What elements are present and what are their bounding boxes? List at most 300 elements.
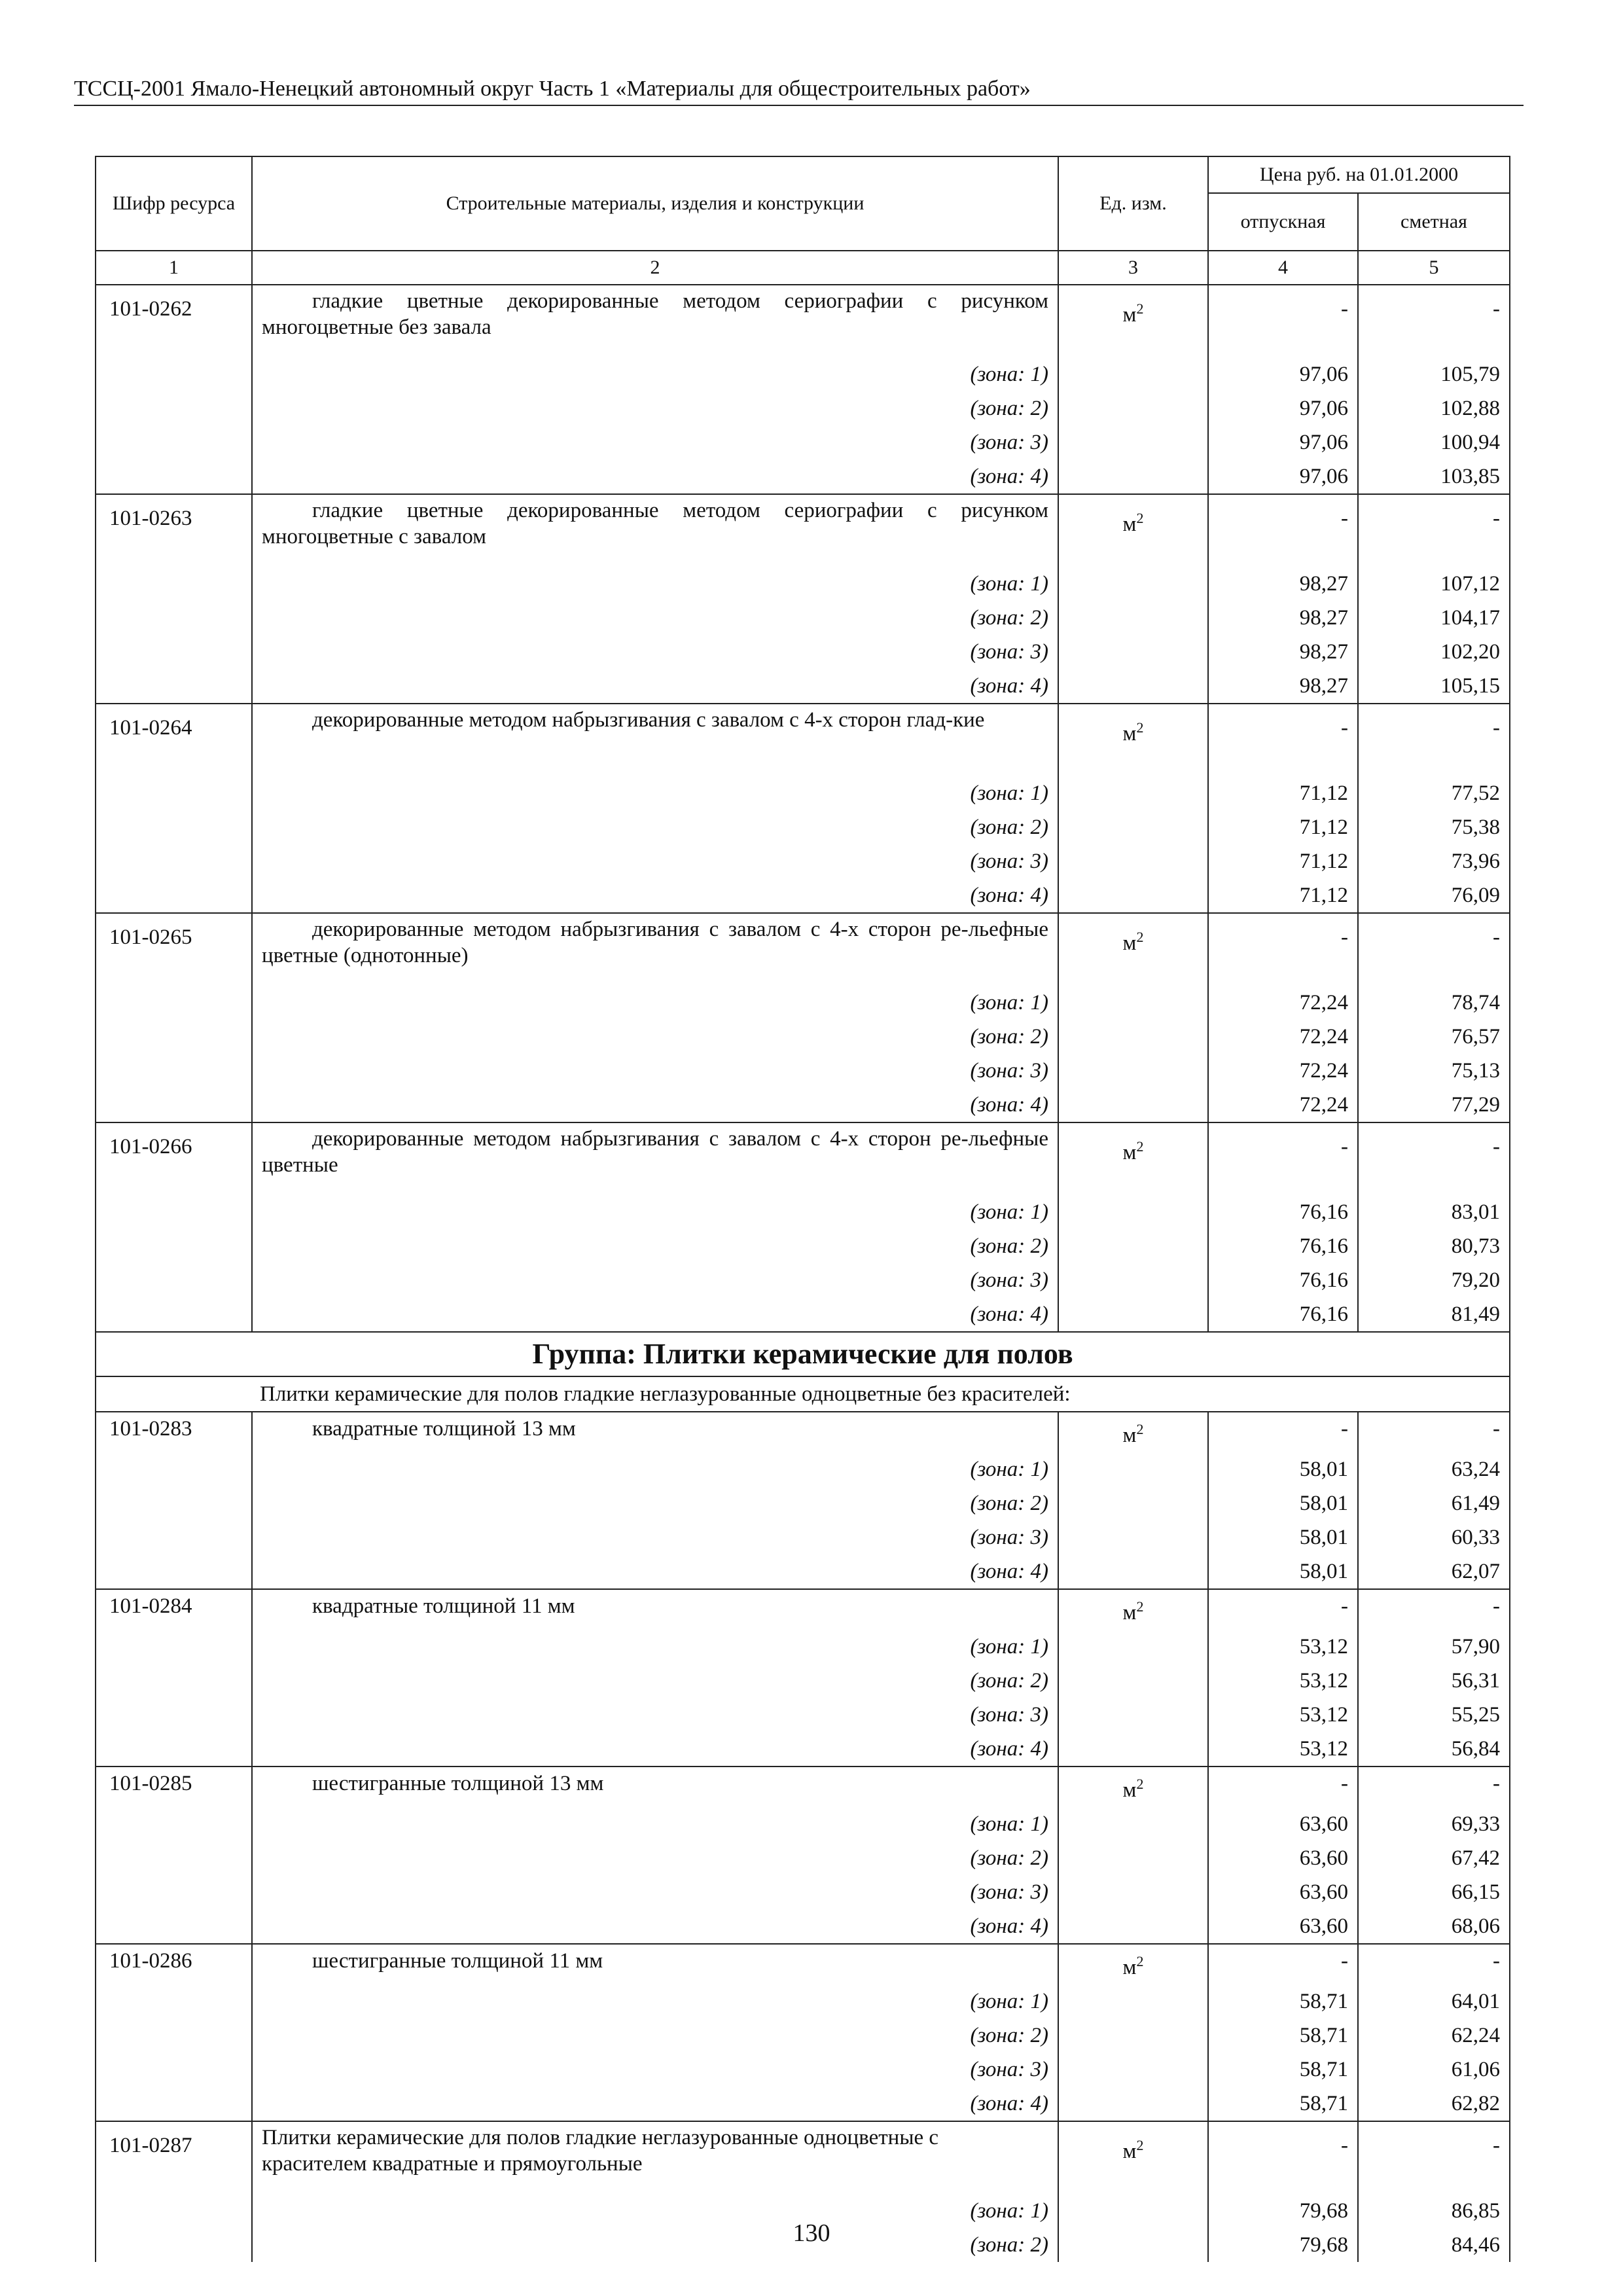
unit-of-measure [1058, 1944, 1208, 1984]
zone-estimate-price: 104,17 [1358, 601, 1510, 635]
zone-label: (зона: 2) [252, 2018, 1058, 2053]
zone-label: (зона: 2) [252, 2228, 1058, 2262]
zone-release-price: 63,60 [1208, 1807, 1358, 1841]
empty-cell [96, 1875, 252, 1909]
zone-label: (зона: 3) [252, 1875, 1058, 1909]
zone-release-price: 76,16 [1208, 1195, 1358, 1229]
zone-label: (зона: 1) [252, 1195, 1058, 1229]
resource-code: 101-0265 [96, 913, 252, 986]
zone-label: (зона: 4) [252, 459, 1058, 494]
estimate-price: - [1358, 1767, 1510, 1807]
empty-cell [96, 1020, 252, 1054]
unit-exponent: 2 [1136, 1776, 1144, 1792]
empty-cell [96, 986, 252, 1020]
material-name: квадратные толщиной 13 мм [252, 1412, 1058, 1452]
material-name [252, 494, 1058, 567]
empty-cell [1058, 1984, 1208, 2018]
estimate-price: - [1358, 1122, 1510, 1195]
empty-cell [1058, 1020, 1208, 1054]
zone-estimate-price: 105,15 [1358, 669, 1510, 704]
zone-row [96, 1984, 1510, 2018]
zone-row [96, 878, 1510, 913]
zone-row [96, 776, 1510, 810]
col-header-estimate: сметная [1358, 193, 1510, 251]
table-row [96, 1122, 1510, 1195]
zone-estimate-price: 66,15 [1358, 1875, 1510, 1909]
material-name-text: гладкие цветные декорированные методом сериографии с рисунком многоцветные без завала [262, 289, 1048, 339]
zone-release-price: 53,12 [1208, 1732, 1358, 1767]
page-header: ТССЦ-2001 Ямало-Ненецкий автономный округ Часть 1 «Материалы для общестроительных работ» [74, 73, 1524, 106]
zone-row [96, 1263, 1510, 1297]
zone-label: (зона: 4) [252, 878, 1058, 913]
zone-estimate-price: 64,01 [1358, 1984, 1510, 2018]
empty-cell [96, 776, 252, 810]
empty-cell [1058, 425, 1208, 459]
empty-cell [1058, 986, 1208, 1020]
unit-base: м [1122, 1956, 1137, 1979]
zone-row [96, 567, 1510, 601]
zone-release-price: 53,12 [1208, 1698, 1358, 1732]
zone-release-price: 71,12 [1208, 878, 1358, 913]
zone-row [96, 2053, 1510, 2087]
zone-label: (зона: 4) [252, 1732, 1058, 1767]
unit-base: м [1122, 1778, 1137, 1802]
empty-cell [1058, 810, 1208, 844]
zone-estimate-price: 105,79 [1358, 357, 1510, 391]
zone-row [96, 1909, 1510, 1944]
zone-release-price: 79,68 [1208, 2194, 1358, 2228]
empty-cell [96, 1486, 252, 1520]
col-number: 2 [252, 251, 1058, 285]
release-price: - [1208, 494, 1358, 567]
empty-cell [96, 1088, 252, 1122]
zone-label: (зона: 1) [252, 1630, 1058, 1664]
table-body [96, 285, 1510, 2262]
empty-cell [1058, 635, 1208, 669]
zone-row [96, 1807, 1510, 1841]
unit-of-measure [1058, 1767, 1208, 1807]
zone-release-price: 72,24 [1208, 1020, 1358, 1054]
empty-cell [96, 2087, 252, 2121]
zone-release-price: 98,27 [1208, 601, 1358, 635]
zone-label: (зона: 2) [252, 1841, 1058, 1875]
zone-estimate-price: 62,24 [1358, 2018, 1510, 2053]
zone-label: (зона: 1) [252, 357, 1058, 391]
zone-release-price: 76,16 [1208, 1263, 1358, 1297]
material-name: Плитки керамические для полов гладкие неглазурованные одноцветные с красителем квадратные и прямоугольные [252, 2121, 1058, 2194]
zone-label: (зона: 3) [252, 635, 1058, 669]
empty-cell [96, 1452, 252, 1486]
release-price: - [1208, 1767, 1358, 1807]
zone-label: (зона: 1) [252, 567, 1058, 601]
material-name-text: декорированные методом набрызгивания с завалом с 4-х сторон глад-кие [312, 708, 985, 732]
zone-estimate-price: 107,12 [1358, 567, 1510, 601]
empty-cell [96, 1664, 252, 1698]
zone-release-price: 71,12 [1208, 810, 1358, 844]
zone-estimate-price: 60,33 [1358, 1520, 1510, 1554]
empty-cell [1058, 2087, 1208, 2121]
zone-release-price: 72,24 [1208, 1088, 1358, 1122]
col-header-code: Шифр ресурса [96, 156, 252, 251]
zone-estimate-price: 77,29 [1358, 1088, 1510, 1122]
zone-row [96, 1732, 1510, 1767]
material-name-text: декорированные методом набрызгивания с завалом с 4-х сторон ре-льефные цветные [262, 1127, 1048, 1177]
empty-cell [96, 391, 252, 425]
unit-base: м [1122, 1601, 1137, 1624]
empty-cell [1058, 844, 1208, 878]
empty-cell [1058, 1520, 1208, 1554]
zone-release-price: 71,12 [1208, 776, 1358, 810]
unit-exponent: 2 [1136, 1598, 1144, 1615]
zone-row [96, 1020, 1510, 1054]
empty-cell [1058, 601, 1208, 635]
empty-cell [96, 635, 252, 669]
empty-cell [96, 1520, 252, 1554]
resource-code: 101-0263 [96, 494, 252, 567]
empty-cell [1058, 878, 1208, 913]
empty-cell [1058, 1841, 1208, 1875]
empty-cell [96, 1732, 252, 1767]
zone-release-price: 58,71 [1208, 2087, 1358, 2121]
zone-label: (зона: 4) [252, 1909, 1058, 1944]
zone-release-price: 58,71 [1208, 1984, 1358, 2018]
zone-label: (зона: 3) [252, 1263, 1058, 1297]
empty-cell [1058, 567, 1208, 601]
material-name [252, 704, 1058, 776]
table-row [96, 1944, 1510, 1984]
unit-exponent: 2 [1136, 1421, 1144, 1437]
zone-release-price: 58,01 [1208, 1452, 1358, 1486]
zone-row [96, 986, 1510, 1020]
col-header-name: Строительные материалы, изделия и конструкции [252, 156, 1058, 251]
empty-cell [1058, 1732, 1208, 1767]
zone-label: (зона: 4) [252, 1554, 1058, 1589]
zone-release-price: 63,60 [1208, 1841, 1358, 1875]
unit-base: м [1122, 931, 1137, 955]
empty-cell [1058, 1486, 1208, 1520]
zone-release-price: 76,16 [1208, 1229, 1358, 1263]
empty-cell [1058, 1054, 1208, 1088]
zone-release-price: 58,01 [1208, 1486, 1358, 1520]
zone-label: (зона: 2) [252, 1229, 1058, 1263]
zone-row [96, 425, 1510, 459]
resource-code: 101-0285 [96, 1767, 252, 1807]
empty-cell [96, 1554, 252, 1589]
release-price: - [1208, 1412, 1358, 1452]
zone-row [96, 357, 1510, 391]
col-header-price-group: Цена руб. на 01.01.2000 [1208, 156, 1510, 193]
col-number: 4 [1208, 251, 1358, 285]
zone-label: (зона: 1) [252, 1984, 1058, 2018]
unit-of-measure [1058, 913, 1208, 986]
zone-row [96, 669, 1510, 704]
zone-label: (зона: 3) [252, 1698, 1058, 1732]
zone-estimate-price: 61,49 [1358, 1486, 1510, 1520]
empty-cell [96, 669, 252, 704]
zone-row [96, 1554, 1510, 1589]
empty-cell [96, 1698, 252, 1732]
release-price: - [1208, 704, 1358, 776]
zone-estimate-price: 56,84 [1358, 1732, 1510, 1767]
unit-exponent: 2 [1136, 719, 1144, 736]
zone-estimate-price: 78,74 [1358, 986, 1510, 1020]
zone-estimate-price: 76,57 [1358, 1020, 1510, 1054]
material-name: шестигранные толщиной 13 мм [252, 1767, 1058, 1807]
empty-cell [96, 425, 252, 459]
zone-estimate-price: 68,06 [1358, 1909, 1510, 1944]
table-row [96, 494, 1510, 567]
col-header-release: отпускная [1208, 193, 1358, 251]
zone-release-price: 79,68 [1208, 2228, 1358, 2262]
release-price: - [1208, 913, 1358, 986]
table-row [96, 1589, 1510, 1630]
resource-code: 101-0262 [96, 285, 252, 357]
unit-exponent: 2 [1136, 1138, 1144, 1155]
material-name [252, 1122, 1058, 1195]
unit-exponent: 2 [1136, 929, 1144, 945]
estimate-price: - [1358, 1944, 1510, 1984]
zone-release-price: 76,16 [1208, 1297, 1358, 1332]
zone-estimate-price: 100,94 [1358, 425, 1510, 459]
estimate-price: - [1358, 2121, 1510, 2194]
zone-estimate-price: 75,38 [1358, 810, 1510, 844]
estimate-price: - [1358, 913, 1510, 986]
zone-estimate-price: 75,13 [1358, 1054, 1510, 1088]
empty-cell [96, 459, 252, 494]
zone-row [96, 1698, 1510, 1732]
zone-label: (зона: 1) [252, 1452, 1058, 1486]
unit-of-measure [1058, 1412, 1208, 1452]
zone-estimate-price: 73,96 [1358, 844, 1510, 878]
empty-cell [1058, 1698, 1208, 1732]
zone-row [96, 1486, 1510, 1520]
zone-label: (зона: 3) [252, 2053, 1058, 2087]
zone-estimate-price: 79,20 [1358, 1263, 1510, 1297]
zone-release-price: 97,06 [1208, 391, 1358, 425]
empty-cell [1058, 459, 1208, 494]
zone-release-price: 58,01 [1208, 1554, 1358, 1589]
zone-estimate-price: 61,06 [1358, 2053, 1510, 2087]
empty-cell [1058, 1297, 1208, 1332]
release-price: - [1208, 285, 1358, 357]
empty-cell [96, 1263, 252, 1297]
zone-estimate-price: 62,07 [1358, 1554, 1510, 1589]
zone-release-price: 63,60 [1208, 1909, 1358, 1944]
resource-code: 101-0284 [96, 1589, 252, 1630]
empty-cell [1058, 391, 1208, 425]
zone-release-price: 97,06 [1208, 425, 1358, 459]
zone-estimate-price: 62,82 [1358, 2087, 1510, 2121]
release-price: - [1208, 1589, 1358, 1630]
material-name [252, 285, 1058, 357]
unit-base: м [1122, 303, 1137, 327]
empty-cell [1058, 1664, 1208, 1698]
zone-row [96, 1664, 1510, 1698]
unit-exponent: 2 [1136, 510, 1144, 526]
zone-estimate-price: 81,49 [1358, 1297, 1510, 1332]
unit-of-measure [1058, 1122, 1208, 1195]
zone-label: (зона: 3) [252, 1054, 1058, 1088]
zone-label: (зона: 2) [252, 391, 1058, 425]
resource-code: 101-0287 [96, 2121, 252, 2194]
empty-cell [96, 1195, 252, 1229]
zone-row [96, 459, 1510, 494]
zone-row [96, 1054, 1510, 1088]
unit-of-measure [1058, 285, 1208, 357]
zone-row [96, 601, 1510, 635]
empty-cell [1058, 1229, 1208, 1263]
unit-base: м [1122, 722, 1137, 745]
zone-estimate-price: 57,90 [1358, 1630, 1510, 1664]
zone-row [96, 2087, 1510, 2121]
zone-label: (зона: 1) [252, 986, 1058, 1020]
empty-cell [96, 844, 252, 878]
empty-cell [96, 1841, 252, 1875]
empty-cell [1058, 669, 1208, 704]
col-number: 3 [1058, 251, 1208, 285]
zone-row [96, 1630, 1510, 1664]
estimate-price: - [1358, 494, 1510, 567]
unit-exponent: 2 [1136, 300, 1144, 317]
empty-cell [1058, 2018, 1208, 2053]
zone-estimate-price: 77,52 [1358, 776, 1510, 810]
unit-base: м [1122, 1424, 1137, 1447]
empty-cell [1058, 1088, 1208, 1122]
zone-row [96, 1875, 1510, 1909]
unit-base: м [1122, 2140, 1137, 2163]
estimate-price: - [1358, 1412, 1510, 1452]
zone-row [96, 635, 1510, 669]
zone-label: (зона: 4) [252, 2087, 1058, 2121]
estimate-price: - [1358, 285, 1510, 357]
zone-release-price: 98,27 [1208, 635, 1358, 669]
zone-estimate-price: 86,85 [1358, 2194, 1510, 2228]
material-name [252, 913, 1058, 986]
zone-estimate-price: 76,09 [1358, 878, 1510, 913]
zone-release-price: 97,06 [1208, 357, 1358, 391]
zone-row [96, 1297, 1510, 1332]
zone-label: (зона: 4) [252, 669, 1058, 704]
zone-release-price: 58,71 [1208, 2053, 1358, 2087]
page-number: 130 [793, 2219, 830, 2247]
col-header-unit: Ед. изм. [1058, 156, 1208, 251]
release-price: - [1208, 1122, 1358, 1195]
zone-row [96, 1195, 1510, 1229]
empty-cell [96, 878, 252, 913]
material-name-text: декорированные методом набрызгивания с завалом с 4-х сторон ре-льефные цветные (однотонные) [262, 918, 1048, 967]
estimate-price: - [1358, 704, 1510, 776]
table-row [96, 1767, 1510, 1807]
zone-label: (зона: 1) [252, 2194, 1058, 2228]
zone-estimate-price: 80,73 [1358, 1229, 1510, 1263]
empty-cell [1058, 1452, 1208, 1486]
zone-row [96, 810, 1510, 844]
release-price: - [1208, 1944, 1358, 1984]
estimate-price: - [1358, 1589, 1510, 1630]
price-table [95, 156, 1510, 2262]
zone-release-price: 71,12 [1208, 844, 1358, 878]
zone-release-price: 53,12 [1208, 1630, 1358, 1664]
material-name: шестигранные толщиной 11 мм [252, 1944, 1058, 1984]
zone-row [96, 1520, 1510, 1554]
empty-cell [96, 1909, 252, 1944]
zone-label: (зона: 4) [252, 1297, 1058, 1332]
zone-release-price: 72,24 [1208, 1054, 1358, 1088]
empty-cell [1058, 1875, 1208, 1909]
resource-code: 101-0266 [96, 1122, 252, 1195]
empty-cell [96, 2053, 252, 2087]
material-name: квадратные толщиной 11 мм [252, 1589, 1058, 1630]
unit-exponent: 2 [1136, 2137, 1144, 2153]
zone-estimate-price: 102,20 [1358, 635, 1510, 669]
empty-cell [1058, 1909, 1208, 1944]
zone-estimate-price: 63,24 [1358, 1452, 1510, 1486]
empty-cell [1058, 357, 1208, 391]
zone-row [96, 391, 1510, 425]
resource-code: 101-0286 [96, 1944, 252, 1984]
zone-row [96, 1229, 1510, 1263]
group-row [96, 1332, 1510, 1376]
zone-estimate-price: 103,85 [1358, 459, 1510, 494]
group-title: Группа: Плитки керамические для полов [96, 1332, 1510, 1376]
empty-cell [96, 1984, 252, 2018]
unit-exponent: 2 [1136, 1953, 1144, 1969]
unit-base: м [1122, 1141, 1137, 1164]
zone-row [96, 1841, 1510, 1875]
col-number: 1 [96, 251, 252, 285]
table-row [96, 285, 1510, 357]
empty-cell [1058, 1195, 1208, 1229]
zone-release-price: 98,27 [1208, 567, 1358, 601]
empty-cell [96, 1229, 252, 1263]
subgroup-row [96, 1376, 1510, 1412]
empty-cell [96, 601, 252, 635]
empty-cell [1058, 1630, 1208, 1664]
zone-release-price: 58,01 [1208, 1520, 1358, 1554]
zone-release-price: 53,12 [1208, 1664, 1358, 1698]
zone-estimate-price: 69,33 [1358, 1807, 1510, 1841]
empty-cell [96, 2018, 252, 2053]
empty-cell [96, 810, 252, 844]
zone-estimate-price: 67,42 [1358, 1841, 1510, 1875]
zone-release-price: 72,24 [1208, 986, 1358, 1020]
empty-cell [96, 567, 252, 601]
col-number: 5 [1358, 251, 1510, 285]
zone-estimate-price: 84,46 [1358, 2228, 1510, 2262]
empty-cell [96, 1807, 252, 1841]
zone-label: (зона: 2) [252, 1664, 1058, 1698]
empty-cell [1058, 2053, 1208, 2087]
zone-estimate-price: 83,01 [1358, 1195, 1510, 1229]
zone-row [96, 844, 1510, 878]
empty-cell [96, 1054, 252, 1088]
unit-of-measure [1058, 1589, 1208, 1630]
zone-label: (зона: 2) [252, 810, 1058, 844]
zone-label: (зона: 3) [252, 1520, 1058, 1554]
unit-of-measure [1058, 704, 1208, 776]
zone-label: (зона: 4) [252, 1088, 1058, 1122]
empty-cell [1058, 1263, 1208, 1297]
zone-row [96, 2018, 1510, 2053]
empty-cell [96, 1297, 252, 1332]
empty-cell [1058, 1554, 1208, 1589]
zone-estimate-price: 102,88 [1358, 391, 1510, 425]
table-row [96, 2121, 1510, 2194]
material-name-text: гладкие цветные декорированные методом сериографии с рисунком многоцветные с завалом [262, 499, 1048, 548]
zone-label: (зона: 1) [252, 1807, 1058, 1841]
zone-label: (зона: 2) [252, 1020, 1058, 1054]
empty-cell [96, 357, 252, 391]
